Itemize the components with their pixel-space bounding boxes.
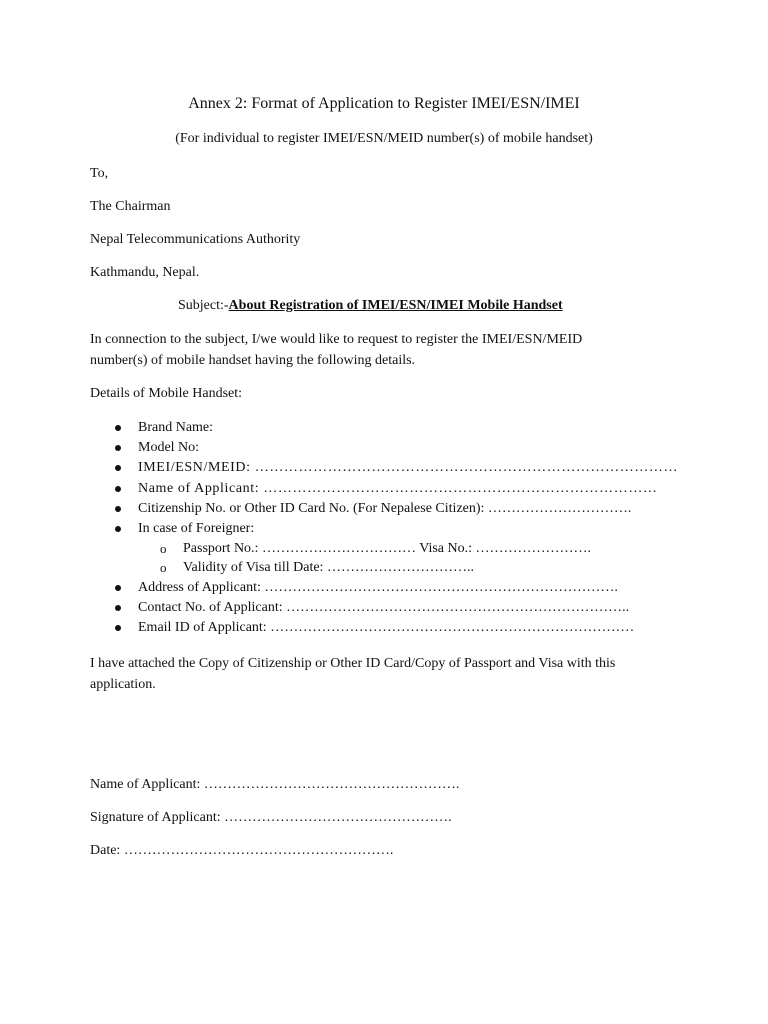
address-line-authority: Nepal Telecommunications Authority xyxy=(90,232,301,247)
address-line-chairman: The Chairman xyxy=(90,199,171,214)
bullet-model xyxy=(115,445,121,451)
sub-marker-passport: o xyxy=(160,541,167,556)
subject-text: About Registration of IMEI/ESN/IMEI Mobile Handset xyxy=(228,298,563,313)
bullet-foreigner xyxy=(115,526,121,532)
document-title: Annex 2: Format of Application to Register IMEI/ESN/IMEI xyxy=(188,95,580,112)
detail-citizenship: Citizenship No. or Other ID Card No. (For Nepalese Citizen): …………………………. xyxy=(138,501,632,516)
subject-line xyxy=(178,299,563,313)
intro-line-1: In connection to the subject, I/we would like to request to register the IMEI/ESN/MEID xyxy=(90,332,583,347)
address-to: To, xyxy=(90,166,109,181)
details-heading: Details of Mobile Handset: xyxy=(90,386,243,401)
signature-signature: Signature of Applicant: …………………………………………. xyxy=(90,810,452,825)
detail-address: Address of Applicant: …………………………………………………………………. xyxy=(138,580,618,595)
detail-visa-validity: Validity of Visa till Date: ………………………….. xyxy=(183,560,474,575)
bullet-name xyxy=(115,486,121,492)
attachment-line-2: application. xyxy=(90,677,156,692)
detail-foreigner: In case of Foreigner: xyxy=(138,521,255,536)
subject-prefix: Subject:- xyxy=(178,298,229,313)
bullet-address xyxy=(115,585,121,591)
detail-model-no: Model No: xyxy=(138,440,200,455)
document-subtitle: (For individual to register IMEI/ESN/MEID number(s) of mobile handset) xyxy=(175,131,593,146)
detail-contact: Contact No. of Applicant: ……………………………………………………………….. xyxy=(138,600,630,615)
detail-passport-visa: Passport No.: …………………………… Visa No.: ……………………. xyxy=(183,541,592,556)
detail-imei: IMEI/ESN/MEID: …………………………………………………………………………… xyxy=(138,460,679,475)
address-line-city: Kathmandu, Nepal. xyxy=(90,265,200,280)
attachment-line-1: I have attached the Copy of Citizenship or Other ID Card/Copy of Passport and Visa with this xyxy=(90,656,616,671)
bullet-email xyxy=(115,625,121,631)
bullet-brand xyxy=(115,425,121,431)
bullet-imei xyxy=(115,465,121,471)
intro-line-2: number(s) of mobile handset having the following details. xyxy=(90,353,416,368)
detail-applicant-name: Name of Applicant: ……………………………………………………………………… xyxy=(138,481,658,496)
bullet-contact xyxy=(115,605,121,611)
signature-date: Date: …………………………………………………. xyxy=(90,843,394,858)
bullet-citizenship xyxy=(115,506,121,512)
detail-email: Email ID of Applicant: …………………………………………………………………… xyxy=(138,620,635,635)
sub-marker-visa-validity: o xyxy=(160,560,167,575)
detail-brand-name: Brand Name: xyxy=(138,420,214,435)
signature-name: Name of Applicant: ………………………………………………. xyxy=(90,777,460,792)
